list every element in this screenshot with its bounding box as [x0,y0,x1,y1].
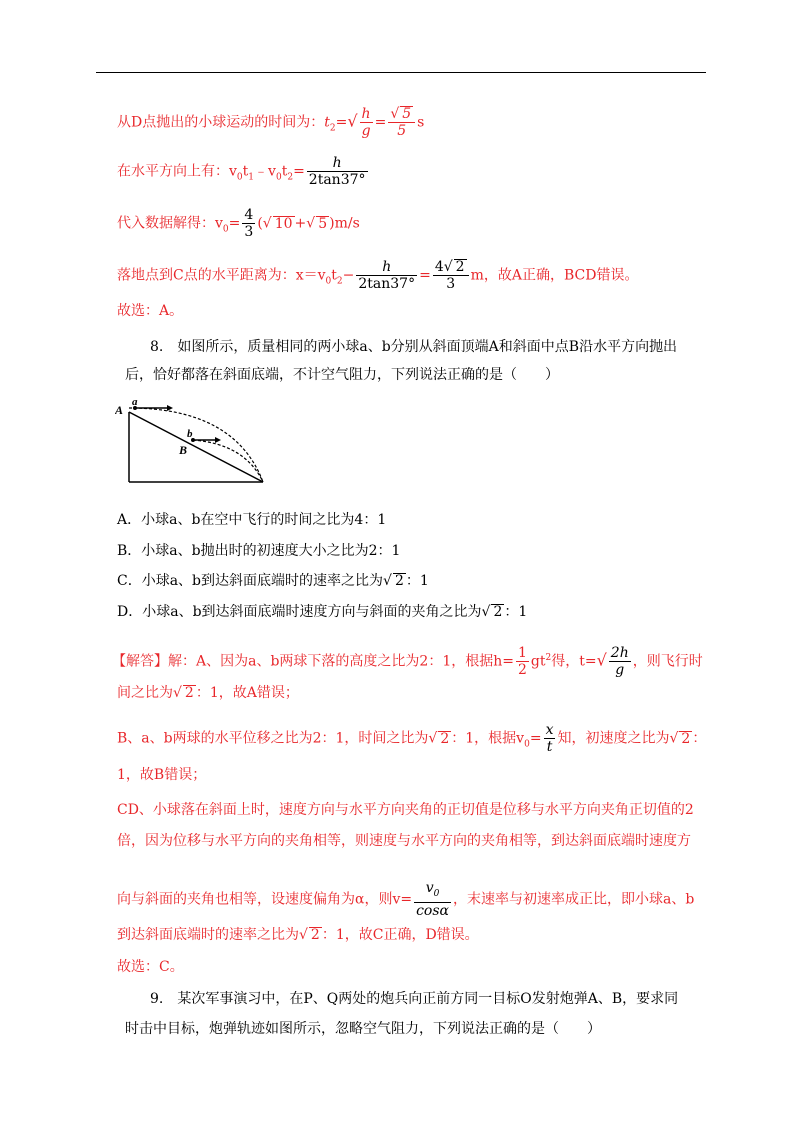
incline-line [129,412,263,482]
answer-line-4: 1，故B错误； [117,767,207,783]
answer-c-line: 故选：C。 [117,959,184,975]
label-B: B [179,443,188,457]
h-over-g: $\frac{h}{g}$ [361,106,371,139]
h-over-2tan37-b: $\frac{h}{2\tan 37^\circ}$ [358,259,416,292]
option-c: C．小球a、b到达斜面底端时的速率之比为√ 2 ：1 [117,573,429,589]
half-fraction: $\frac{1}{2}$ [517,645,527,678]
arrowhead-b [215,437,221,443]
answer-a-line: 故选：A。 [117,303,184,319]
answer-line-6: 倍，因为位移与水平方向的夹角相等，则速度与水平方向的夹角相等，到达斜面底端时速度方 [117,833,691,849]
incline-figure [115,392,275,490]
answer-line-2: 间之比为√ 2 ：1，故A错误； [117,685,299,701]
label-A: A [115,403,124,417]
answer-line-1: 【解答】解：A、因为a、b两球下落的高度之比为2：1，根据h= $\frac{1}{2}$ $gt^2$得，t=√ $\frac{2h}{g}$ ，则飞行时 [112,645,703,678]
x-over-t: $\frac{x}{t}$ [545,722,554,755]
q9-stem-line1: 9. 某次军事演习中，在P、Q两处的炮兵向正前方同一目标O发射炮弹A、B，要求同 [150,991,679,1007]
label-a: a [132,396,138,408]
q8-stem-line1: 8. 如图所示，质量相同的两小球a、b分别从斜面顶端A和斜面中点B沿水平方向抛出 [150,339,678,355]
answer-line-8: 到达斜面底端时的速率之比为√ 2 ：1，故C正确，D错误。 [117,927,479,943]
horizontal-eq-line: 在水平方向上有：$v_0t_1﹣v_0t_2=$ $\frac{h}{2\tan 37^\circ}$ [117,155,366,188]
solve-v0-line: 代入数据解得：$v_0=$ $\frac{4}{3}$ (√ 10 +√ 5 )m/s [117,207,360,240]
distance-line: 落地点到C点的水平距离为：$x=v_0t_2-$ $\frac{h}{2\tan 37^\circ}$ = $\frac{4√ 2}{3}$ m，故A正确，BCD错误。 [117,259,639,292]
answer-line-3: B、a、b两球的水平位移之比为2：1，时间之比为√ 2 ：1，根据$v_0=$ $\frac{x}{t}$ 知，初速度之比为√ 2 ： [117,722,707,755]
time-formula-line: 从D点抛出的小球运动的时间为：$t_2=√$ $\frac{h}{g}$ = $\frac{√ 5}{5}$ s [117,106,425,139]
label-b: b [187,428,193,440]
option-d: D．小球a、b到达斜面底端时速度方向与斜面的夹角之比为√ 2 ：1 [117,604,528,620]
arrowhead-a [167,405,173,411]
option-a: A．小球a、b在空中飞行的时间之比为4：1 [117,512,387,528]
answer-line-5: CD、小球落在斜面上时，速度方向与水平方向夹角的正切值是位移与水平方向夹角正切值的2 [117,802,694,818]
four-root2-over-3: $\frac{4√ 2}{3}$ [433,259,469,292]
h-over-2tan37: $\frac{h}{2\tan 37^\circ}$ [308,155,366,188]
v0-over-cos: $\frac{v_0}{\cos\alpha}$ [416,880,450,919]
q8-stem-line2: 后，恰好都落在斜面底端，不计空气阻力，下列说法正确的是（ ） [125,367,559,383]
root5-over-5: $\frac{√ 5}{5}$ [388,106,415,139]
q9-stem-line2: 时击中目标，炮弹轨迹如图所示，忽略空气阻力，下列说法正确的是（ ） [125,1021,601,1037]
2h-over-g: $\frac{2h}{g}$ [610,645,629,678]
four-thirds: $\frac{4}{3}$ [244,207,254,240]
option-b: B．小球a、b抛出时的初速度大小之比为2：1 [117,543,401,559]
answer-line-7: 向与斜面的夹角也相等，设速度偏角为α，则v= $\frac{v_0}{\cos\alpha}$ ，末速率与初速率成正比，即小球a、b [117,880,695,919]
header-rule [96,72,706,73]
